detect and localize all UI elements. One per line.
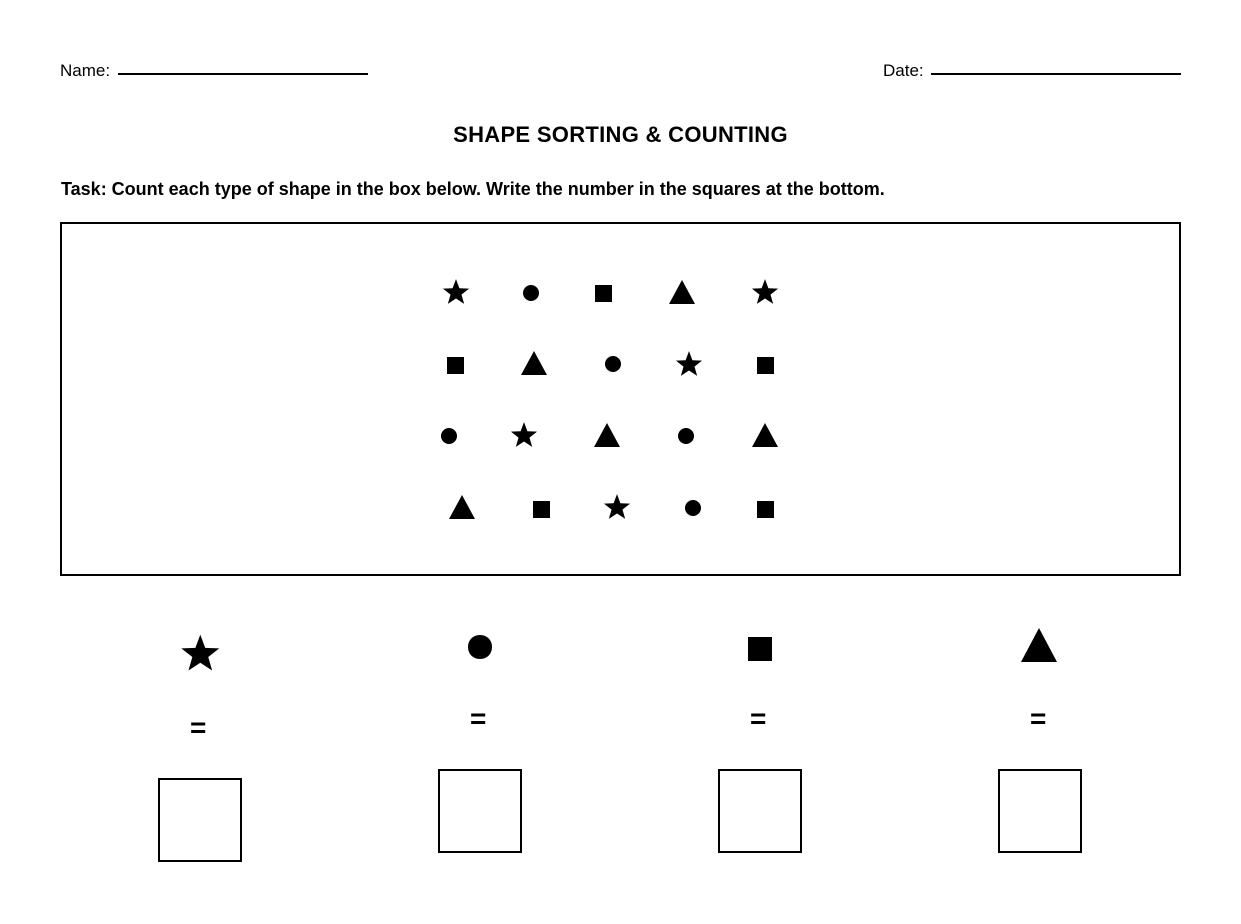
circle-icon	[678, 428, 694, 444]
circle-icon	[441, 428, 457, 444]
star-icon	[603, 493, 631, 526]
answer-box-square[interactable]	[718, 769, 802, 853]
circle-icon	[468, 635, 491, 658]
triangle-icon	[669, 280, 695, 304]
star-icon	[180, 633, 221, 679]
triangle-icon	[1021, 628, 1057, 662]
triangle-icon	[449, 495, 475, 519]
date-label: Date:	[883, 61, 924, 80]
task-instructions: Task: Count each type of shape in the box below. Write the number in the squares at the bottom.	[61, 179, 885, 199]
star-icon	[442, 278, 470, 311]
answer-box-triangle[interactable]	[998, 769, 1082, 853]
equals-sign: =	[1030, 703, 1047, 734]
triangle-icon	[521, 351, 547, 375]
circle-icon	[685, 500, 701, 516]
circle-icon	[605, 356, 621, 372]
star-icon	[510, 421, 538, 454]
name-field[interactable]	[118, 73, 368, 75]
circle-icon	[523, 285, 539, 301]
answer-box-circle[interactable]	[438, 769, 522, 853]
square-icon	[447, 357, 464, 374]
square-icon	[757, 357, 774, 374]
square-icon	[533, 501, 550, 518]
star-icon	[751, 278, 779, 311]
equals-sign: =	[750, 703, 767, 734]
square-icon	[757, 501, 774, 518]
answer-box-star[interactable]	[158, 778, 242, 862]
page-title: SHAPE SORTING & COUNTING	[453, 122, 788, 147]
date-field[interactable]	[931, 73, 1181, 75]
square-icon	[748, 637, 773, 662]
triangle-icon	[752, 423, 778, 447]
square-icon	[595, 285, 612, 302]
equals-sign: =	[470, 703, 487, 734]
star-icon	[675, 350, 703, 383]
triangle-icon	[594, 423, 620, 447]
name-label: Name:	[60, 61, 111, 80]
equals-sign: =	[190, 712, 207, 743]
